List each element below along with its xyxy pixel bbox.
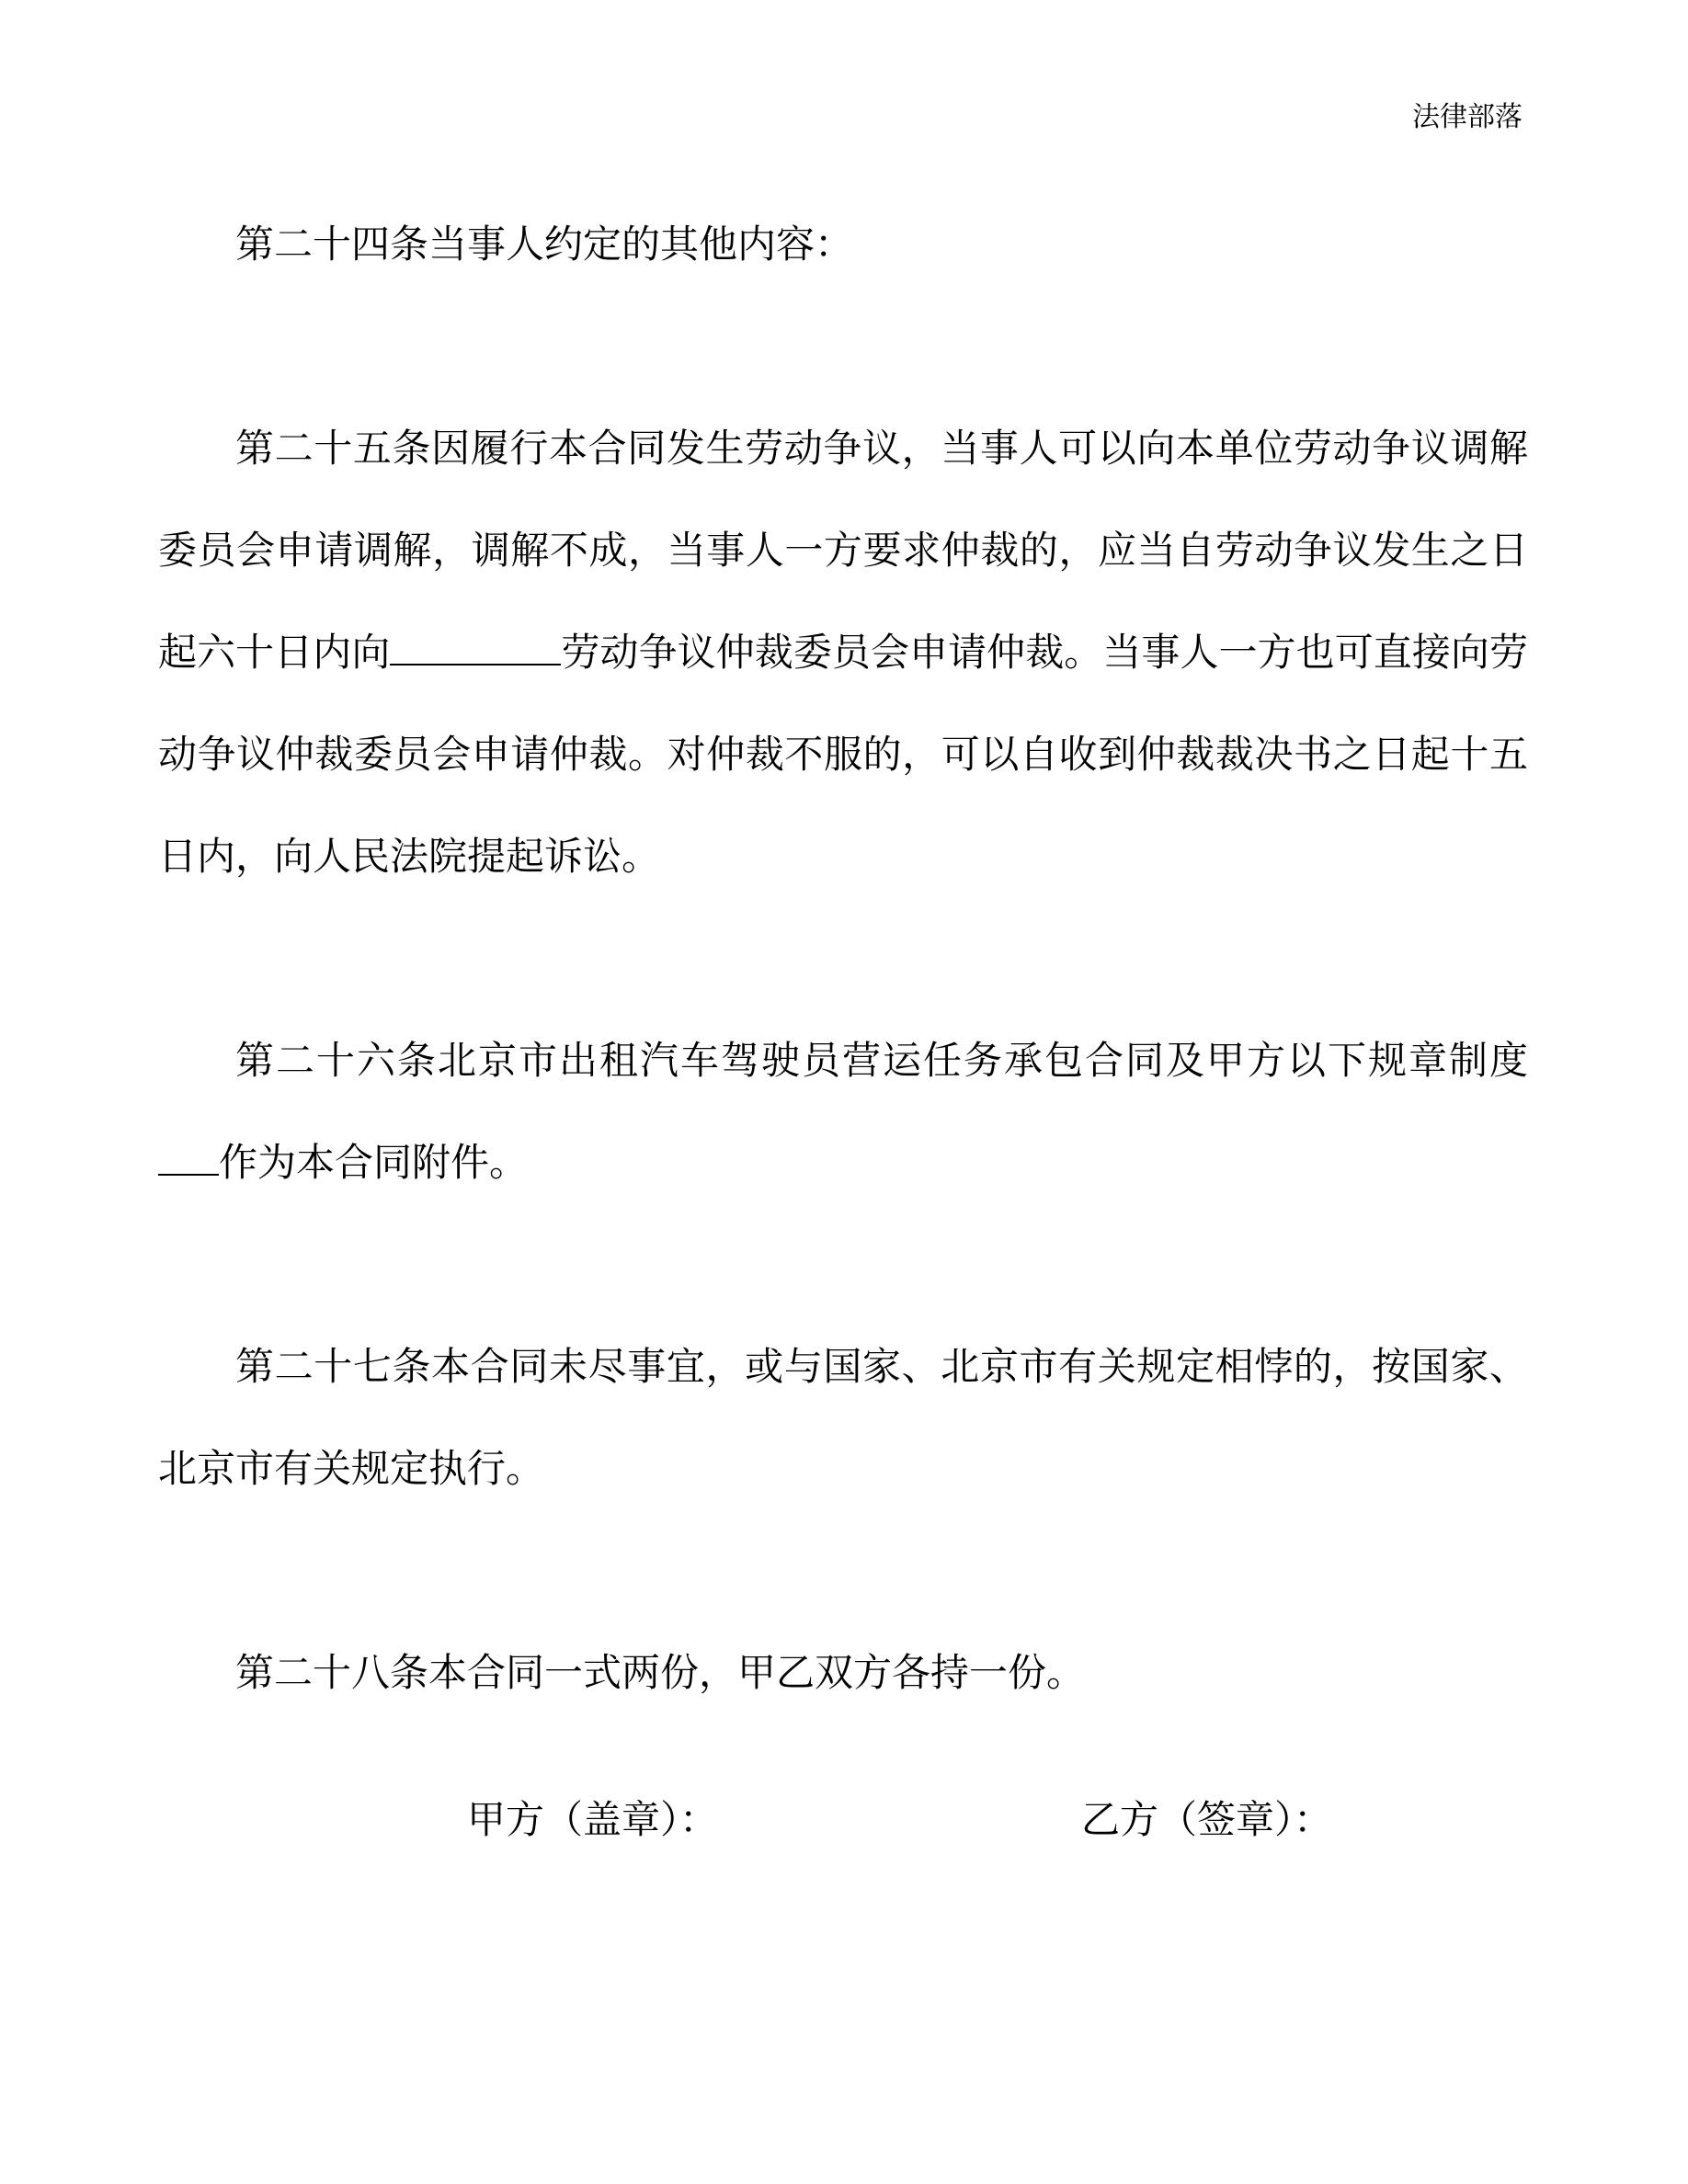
fill-in-blank-regulations[interactable] [158, 1135, 219, 1176]
article-27: 第二十七条本合同未尽事宜，或与国家、北京市有关规定相悖的，按国家、北京市有关规定执行。 [158, 1344, 1528, 1491]
article-25-text-1: 第二十五条因履行本合同发生劳动争议，当事人可以向本单位劳动争议调解委员会申请调解，调解不成，当事人一方要求仲裁的，应当自劳动争议发生之日起六十日内向 [158, 426, 1528, 675]
party-a-signature-label: 甲方（盖章）： [467, 1797, 719, 1842]
spacer [158, 1213, 1528, 1315]
article-28: 第二十八条本合同一式两份，甲乙双方各持一份。 [235, 1650, 1086, 1695]
spacer [158, 295, 1528, 397]
spacer [158, 907, 1528, 1009]
article-24: 第二十四条当事人约定的其他内容： [235, 222, 854, 267]
document-body [158, 193, 1528, 1723]
fill-in-blank-arbitration-committee[interactable] [390, 625, 561, 665]
party-b-signature-label: 乙方（签章）： [1081, 1797, 1333, 1842]
spacer [158, 1519, 1528, 1621]
article-25 [158, 397, 1528, 907]
article-26 [158, 1009, 1528, 1213]
article-26-text-2: 作为本合同附件。 [219, 1140, 529, 1185]
article-26-text-1: 第二十六条北京市出租汽车驾驶员营运任务承包合同及甲方以下规章制度 [235, 1038, 1528, 1083]
header-source: 法律部落 [1412, 101, 1523, 133]
article-25-text-2: 劳动争议仲裁委员会申请仲裁。当事人一方也可直接向劳动争议仲裁委员会申请仲裁。对仲裁不服的，可以自收到仲裁裁决书之日起十五日内，向人民法院提起诉讼。 [158, 630, 1528, 879]
